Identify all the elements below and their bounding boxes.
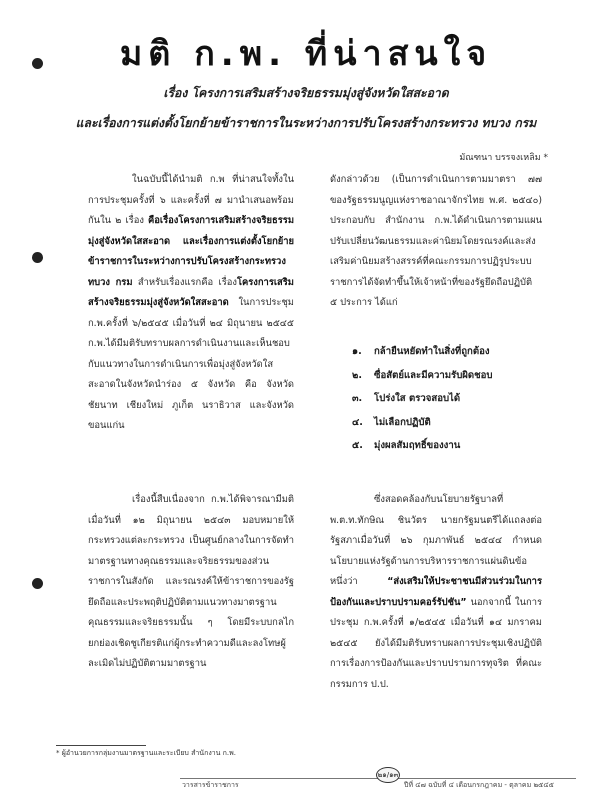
- values-list: [352, 340, 552, 458]
- text-run: นอกจากนี้ ในการประชุม ก.พ.ครั้งที่ ๑/๒๕๔๕ เมื่อวันที่ ๑๔ มกราคม ๒๕๔๕ ยังได้มีมติรับทราบผลการประชุมเชิงปฏิบัติการเรื่องการป้องกันและปราบปรามการทุจริต ที่คณะกรรมการ ป.ป.: [330, 596, 542, 690]
- list-item: [352, 434, 552, 458]
- list-item: [352, 387, 552, 411]
- list-number: ๑.: [352, 346, 362, 357]
- left-column-paragraph-2: [88, 490, 294, 675]
- text-run: ในฉบับนี้ได้นำมติ ก.พ ที่น่าสนใจทั้งในการประชุมครั้งที่ ๖ และครั้งที่ ๗ มานำเสนอพร้อมกันใน ๒ เรื่อง: [88, 174, 294, 226]
- text-run: ในการประชุม ก.พ.ครั้งที่ ๖/๒๕๔๕ เมื่อวันที่ ๒๔ มิถุนายน ๒๕๔๕ ก.พ.ได้มีมติรับทราบผลการดำเนินงานและเห็นชอบกับแนวทางในการดำเนินการเพื่อมุ่งสู่จังหวัดใสสะอาดในจังหวัดนำร่อง ๕ จังหวัด คือ จังหวัดชัยนาท เชียงใหม่ ภูเก็ต นราธิวาส และจังหวัดขอนแก่น: [88, 297, 294, 431]
- left-column-paragraph-1: [88, 170, 294, 437]
- list-item: [352, 411, 552, 435]
- list-item: [352, 340, 552, 364]
- subtitle-line-1: เรื่อง โครงการเสริมสร้างจริยธรรมมุ่งสู่จังหวัดใสสะอาด: [163, 86, 449, 100]
- footnote: * ผู้อำนวยการกลุ่มงานมาตรฐานและระเบียบ สำนักงาน ก.พ.: [56, 749, 236, 757]
- list-text: ซื่อสัตย์และมีความรับผิดชอบ: [374, 369, 493, 381]
- paragraph-text: เรื่องนี้สืบเนื่องจาก ก.พ.ได้พิจารณามีมติเมื่อวันที่ ๑๒ มิถุนายน ๒๕๔๓ มอบหมายให้กระทรวงแต่ละกระทรวง เป็นศูนย์กลางในการจัดทำมาตรฐานทางคุณธรรมและจริยธรรมของส่วนราชการในสังกัด และรณรงค์ให้ข้าราชการของรัฐยึดถือและประพฤติปฏิบัติตามแนวทางมาตรฐานคุณธรรมและจริยธรรมนั้น ๆ โดยมีระบบกลไกยกย่องเชิดชูเกียรติแก่ผู้กระทำความดีและลงโทษผู้ละเมิดไม่ปฏิบัติตามมาตรฐาน: [88, 494, 294, 669]
- page-title: มติ ก.พ. ที่น่าสนใจ: [119, 34, 493, 74]
- page-number-badge: ๒๑/๑๓: [376, 767, 400, 783]
- text-run-bold: คือเรื่องโครงการเสริมสร้างจริยธรรมมุ่งสู่จังหวัดใสสะอาด และเรื่องการแต่งตั้งโยกย้ายข้าราชการในระหว่างการปรับโครงสร้างกระทรวง ทบวง กรม: [88, 215, 294, 288]
- journal-name: วารสารข้าราชการ: [182, 781, 239, 789]
- list-text: โปร่งใส ตรวจสอบได้: [374, 393, 461, 404]
- subtitle-line-2: และเรื่องการแต่งตั้งโยกย้ายข้าราชการในระหว่างการปรับโครงสร้างกระทรวง ทบวง กรม: [75, 116, 537, 130]
- list-text: ไม่เลือกปฏิบัติ: [374, 416, 431, 428]
- right-column-paragraph-1: [330, 170, 542, 314]
- right-column-paragraph-2: [330, 490, 542, 695]
- text-run-bold: โครงการเสริมสร้างจริยธรรมมุ่งสู่จังหวัดใสสะอาด: [88, 276, 294, 308]
- author-name: มัณฑนา บรรจงเหลิม *: [459, 153, 548, 163]
- list-item: [352, 364, 552, 388]
- text-run-bold: “ส่งเสริมให้ประชาชนมีส่วนร่วมในการป้องกันและปราบปรามคอร์รัปชัน”: [330, 576, 542, 608]
- list-text: มุ่งผลสัมฤทธิ์ของงาน: [374, 440, 461, 451]
- text-run: ซึ่งสอดคล้องกับนโยบายรัฐบาลที่ พ.ต.ท.ทักษิณ ชินวัตร นายกรัฐมนตรีได้แถลงต่อรัฐสภาเมื่อวันที่ ๒๖ กุมภาพันธ์ ๒๕๔๔ กำหนดนโยบายแห่งรัฐด้านการบริหารราชการแผ่นดินข้อหนึ่งว่า: [330, 494, 542, 587]
- list-text: กล้ายืนหยัดทำในสิ่งที่ถูกต้อง: [374, 346, 490, 357]
- text-run: สำหรับเรื่องแรกคือ เรื่อง: [132, 276, 237, 288]
- list-number: ๒.: [352, 369, 362, 381]
- list-number: ๓.: [352, 393, 363, 404]
- list-number: ๔.: [352, 416, 363, 428]
- issue-info: ปีที่ ๔๗ ฉบับที่ ๔ เดือนกรกฎาคม - ตุลาคม ๒๕๔๕: [404, 781, 554, 789]
- punch-hole-mark: [32, 578, 43, 589]
- paragraph-text: ดังกล่าวด้วย (เป็นการดำเนินการตามมาตรา ๗๗ ของรัฐธรรมนูญแห่งราชอาณาจักรไทย พ.ศ. ๒๕๔๐) ประกอบกับ สำนักงาน ก.พ.ได้ดำเนินการตามแผนปรับเปลี่ยนวัฒนธรรมและค่านิยมโดยรณรงค์และส่งเสริมค่านิยมสร้างสรรค์ที่คณะกรรมการปฏิรูประบบราชการได้จัดทำขึ้นให้เจ้าหน้าที่ของรัฐยึดถือปฏิบัติ ๕ ประการ ได้แก่: [330, 174, 542, 308]
- list-number: ๕.: [352, 440, 363, 451]
- punch-hole-mark: [32, 252, 43, 263]
- footnote-divider: [56, 745, 146, 746]
